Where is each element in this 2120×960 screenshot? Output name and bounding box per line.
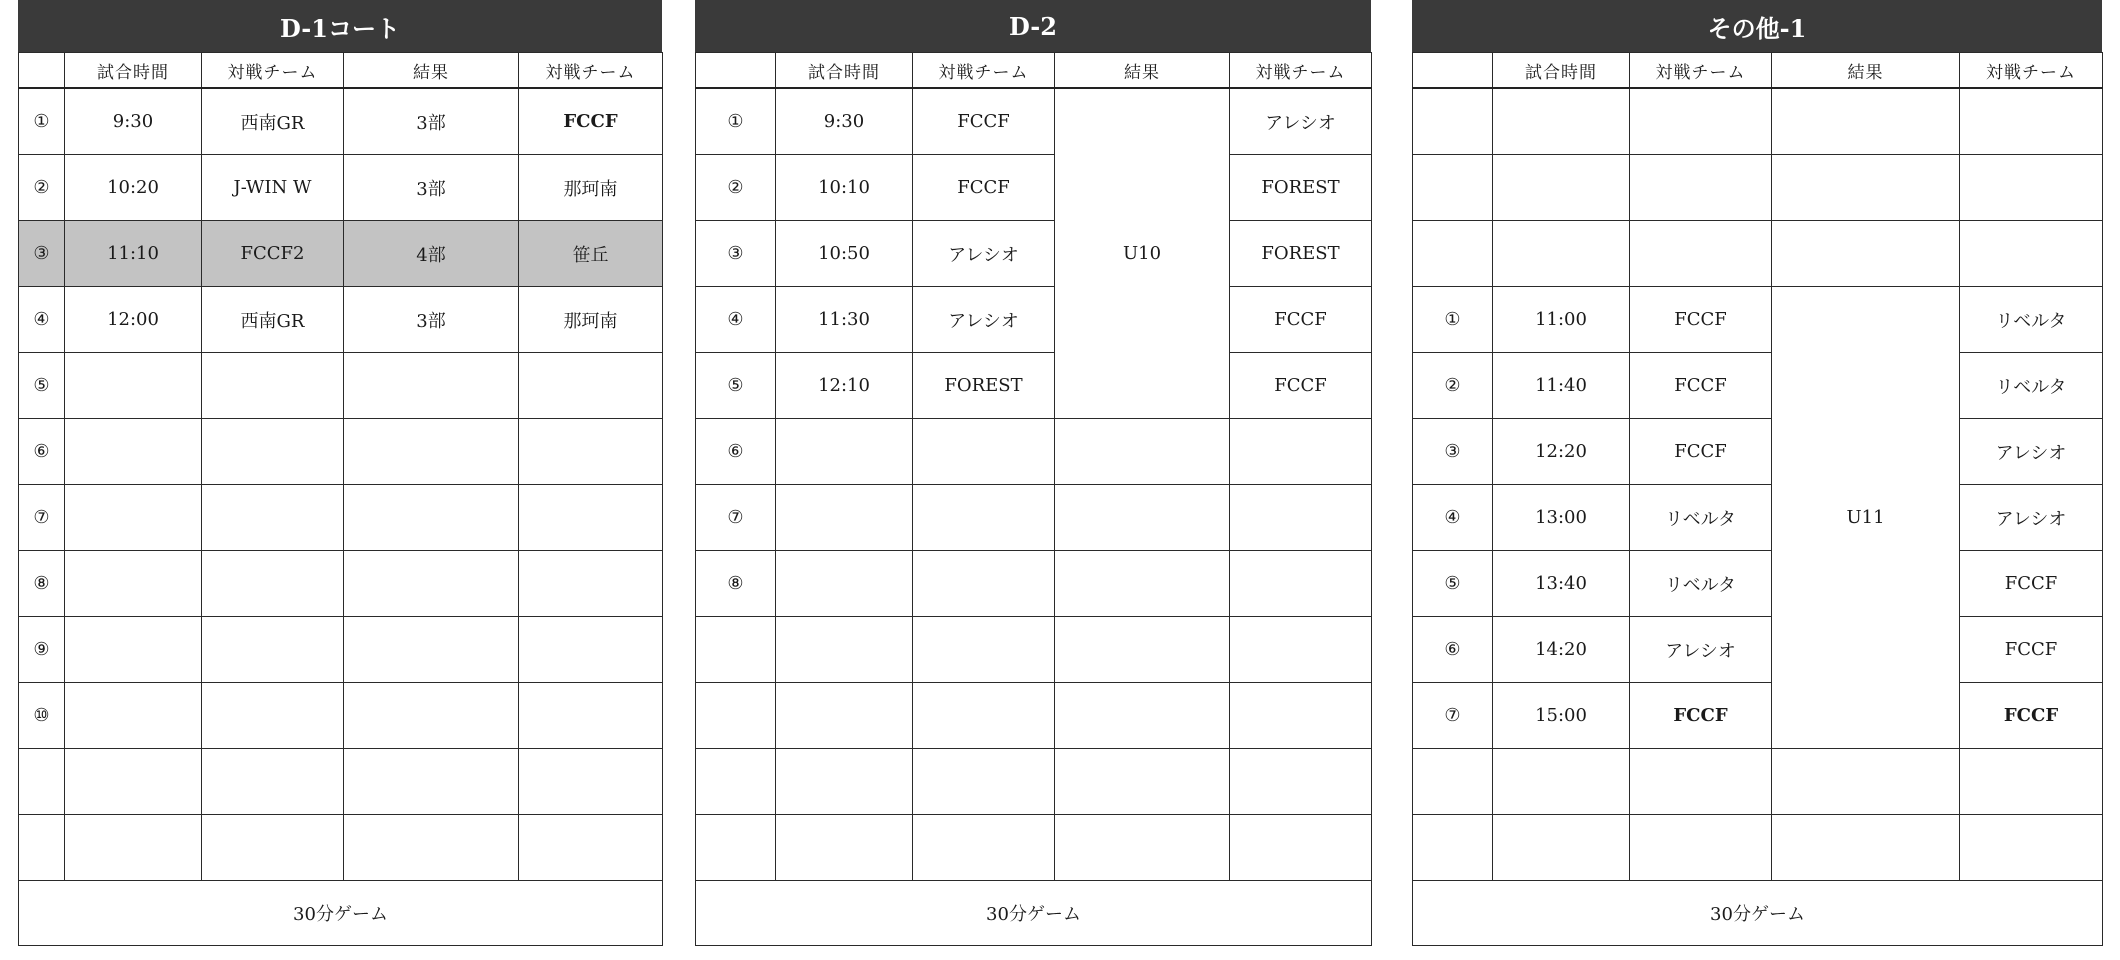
match-time: 12:10 — [776, 353, 913, 419]
match-number: ⑦ — [19, 485, 65, 551]
table-row — [1413, 683, 2103, 749]
result-cell — [1055, 485, 1230, 551]
result-cell — [344, 419, 519, 485]
header-no — [1413, 53, 1493, 89]
match-number — [696, 749, 776, 815]
opponent-cell: FOREST — [1230, 155, 1372, 221]
result-cell — [1772, 88, 1960, 155]
table-row — [19, 683, 663, 749]
header-result: 結果 — [1055, 53, 1230, 89]
team-cell: J-WIN W — [202, 155, 344, 221]
opponent-cell — [519, 485, 663, 551]
table-row — [1413, 287, 2103, 353]
table-row — [1413, 551, 2103, 617]
opponent-cell — [1960, 88, 2103, 155]
match-number — [1413, 88, 1493, 155]
match-number: ⑥ — [19, 419, 65, 485]
match-number: ⑩ — [19, 683, 65, 749]
result-cell — [1055, 419, 1230, 485]
match-time — [776, 749, 913, 815]
team-cell — [913, 617, 1055, 683]
table-row — [1413, 88, 2103, 155]
match-time: 11:10 — [65, 221, 202, 287]
match-number — [19, 815, 65, 881]
match-time: 13:00 — [1493, 485, 1630, 551]
match-time — [65, 815, 202, 881]
match-number — [1413, 815, 1493, 881]
team-cell — [202, 551, 344, 617]
opponent-cell: FCCF — [519, 88, 663, 155]
team-cell: アレシオ — [1630, 617, 1772, 683]
result-cell — [344, 815, 519, 881]
opponent-cell: FCCF — [1960, 551, 2103, 617]
opponent-cell — [1230, 485, 1372, 551]
result-cell — [1772, 221, 1960, 287]
match-number: ① — [19, 88, 65, 155]
match-number: ⑧ — [19, 551, 65, 617]
table-row — [19, 287, 663, 353]
team-cell — [202, 683, 344, 749]
table-row — [19, 155, 663, 221]
header-opponent: 対戦チーム — [1960, 53, 2103, 89]
header-match-time: 試合時間 — [65, 53, 202, 89]
team-cell — [913, 683, 1055, 749]
header-opponent: 対戦チーム — [519, 53, 663, 89]
team-cell — [1630, 749, 1772, 815]
opponent-cell — [1230, 815, 1372, 881]
match-time — [65, 485, 202, 551]
opponent-cell: 那珂南 — [519, 287, 663, 353]
footer-row — [696, 881, 1372, 946]
schedule-table — [1412, 52, 2103, 946]
opponent-cell: リベルタ — [1960, 353, 2103, 419]
match-number: ③ — [696, 221, 776, 287]
match-time: 10:10 — [776, 155, 913, 221]
match-time: 11:00 — [1493, 287, 1630, 353]
match-number — [1413, 749, 1493, 815]
schedule-panel — [695, 0, 1371, 946]
opponent-cell — [1230, 683, 1372, 749]
match-time — [1493, 155, 1630, 221]
schedule-table — [695, 52, 1372, 946]
opponent-cell: 笹丘 — [519, 221, 663, 287]
opponent-cell: アレシオ — [1960, 419, 2103, 485]
match-number: ⑤ — [696, 353, 776, 419]
opponent-cell — [1960, 749, 2103, 815]
opponent-cell — [1960, 155, 2103, 221]
team-cell — [202, 749, 344, 815]
header-team: 対戦チーム — [1630, 53, 1772, 89]
opponent-cell — [1230, 749, 1372, 815]
table-row — [1413, 485, 2103, 551]
result-cell — [344, 551, 519, 617]
opponent-cell — [1230, 551, 1372, 617]
table-row — [696, 617, 1372, 683]
match-number: ⑦ — [1413, 683, 1493, 749]
result-cell — [344, 683, 519, 749]
match-time: 10:50 — [776, 221, 913, 287]
team-cell — [1630, 221, 1772, 287]
match-number: ⑥ — [1413, 617, 1493, 683]
opponent-cell: FCCF — [1960, 683, 2103, 749]
result-cell — [1772, 749, 1960, 815]
result-cell — [1055, 683, 1230, 749]
team-cell — [913, 485, 1055, 551]
table-row — [696, 353, 1372, 419]
table-row — [19, 353, 663, 419]
table-row — [19, 749, 663, 815]
table-row — [19, 485, 663, 551]
result-cell: 4部 — [344, 221, 519, 287]
table-row — [696, 749, 1372, 815]
match-time — [1493, 88, 1630, 155]
result-cell: U11 — [1772, 287, 1960, 749]
match-time: 9:30 — [65, 88, 202, 155]
panel-title: D-2 — [695, 0, 1371, 52]
team-cell: FCCF — [1630, 683, 1772, 749]
match-number: ④ — [19, 287, 65, 353]
table-row — [696, 155, 1372, 221]
header-match-time: 試合時間 — [776, 53, 913, 89]
team-cell — [913, 815, 1055, 881]
opponent-cell: アレシオ — [1960, 485, 2103, 551]
match-time — [776, 485, 913, 551]
match-number: ② — [696, 155, 776, 221]
team-cell — [1630, 155, 1772, 221]
opponent-cell — [1230, 419, 1372, 485]
team-cell: FCCF — [1630, 353, 1772, 419]
result-cell: U10 — [1055, 88, 1230, 419]
match-time: 14:20 — [1493, 617, 1630, 683]
opponent-cell: FOREST — [1230, 221, 1372, 287]
match-number — [696, 617, 776, 683]
team-cell: FCCF — [913, 155, 1055, 221]
table-row — [1413, 617, 2103, 683]
table-row — [696, 485, 1372, 551]
header-row — [696, 53, 1372, 89]
header-no — [19, 53, 65, 89]
opponent-cell — [519, 815, 663, 881]
match-number — [1413, 155, 1493, 221]
match-time — [1493, 221, 1630, 287]
opponent-cell: FCCF — [1230, 287, 1372, 353]
match-number: ⑧ — [696, 551, 776, 617]
match-number — [19, 749, 65, 815]
match-number: ⑤ — [1413, 551, 1493, 617]
table-row — [696, 683, 1372, 749]
opponent-cell — [1230, 617, 1372, 683]
opponent-cell — [519, 353, 663, 419]
panel-title: その他-1 — [1412, 0, 2102, 52]
team-cell — [1630, 88, 1772, 155]
opponent-cell: FCCF — [1960, 617, 2103, 683]
match-number: ⑥ — [696, 419, 776, 485]
team-cell: FCCF — [913, 88, 1055, 155]
table-row — [1413, 749, 2103, 815]
match-number — [696, 815, 776, 881]
team-cell: リベルタ — [1630, 485, 1772, 551]
match-time — [776, 419, 913, 485]
table-row — [19, 419, 663, 485]
team-cell: FCCF — [1630, 287, 1772, 353]
team-cell — [202, 419, 344, 485]
match-time: 11:40 — [1493, 353, 1630, 419]
team-cell: アレシオ — [913, 287, 1055, 353]
header-team: 対戦チーム — [913, 53, 1055, 89]
match-number: ⑨ — [19, 617, 65, 683]
team-cell: アレシオ — [913, 221, 1055, 287]
opponent-cell — [519, 749, 663, 815]
match-number: ⑦ — [696, 485, 776, 551]
result-cell: 3部 — [344, 287, 519, 353]
table-row — [19, 551, 663, 617]
schedule-panel — [18, 0, 662, 946]
match-time — [65, 749, 202, 815]
team-cell — [1630, 815, 1772, 881]
header-row — [19, 53, 663, 89]
header-no — [696, 53, 776, 89]
team-cell: 西南GR — [202, 287, 344, 353]
table-row — [1413, 155, 2103, 221]
header-team: 対戦チーム — [202, 53, 344, 89]
opponent-cell — [519, 419, 663, 485]
schedule-table — [18, 52, 663, 946]
header-row — [1413, 53, 2103, 89]
header-result: 結果 — [1772, 53, 1960, 89]
result-cell — [344, 749, 519, 815]
table-row — [19, 221, 663, 287]
header-result: 結果 — [344, 53, 519, 89]
table-row — [696, 221, 1372, 287]
table-row — [19, 88, 663, 155]
opponent-cell: FCCF — [1230, 353, 1372, 419]
match-time — [776, 683, 913, 749]
table-row — [1413, 353, 2103, 419]
schedule-panel — [1412, 0, 2102, 946]
team-cell: FCCF2 — [202, 221, 344, 287]
table-row — [19, 815, 663, 881]
team-cell: FOREST — [913, 353, 1055, 419]
match-number — [696, 683, 776, 749]
match-number: ③ — [19, 221, 65, 287]
result-cell — [344, 485, 519, 551]
table-row — [696, 419, 1372, 485]
table-row — [1413, 815, 2103, 881]
table-row — [696, 551, 1372, 617]
match-time — [65, 683, 202, 749]
table-row — [696, 88, 1372, 155]
opponent-cell — [519, 551, 663, 617]
team-cell: 西南GR — [202, 88, 344, 155]
result-cell: 3部 — [344, 88, 519, 155]
match-time — [65, 353, 202, 419]
opponent-cell — [1960, 815, 2103, 881]
team-cell — [913, 419, 1055, 485]
match-time: 12:20 — [1493, 419, 1630, 485]
panel-title: D-1コート — [18, 0, 662, 52]
team-cell — [202, 815, 344, 881]
match-number: ⑤ — [19, 353, 65, 419]
match-number: ③ — [1413, 419, 1493, 485]
team-cell: FCCF — [1630, 419, 1772, 485]
result-cell — [1772, 815, 1960, 881]
match-time — [65, 419, 202, 485]
table-row — [1413, 221, 2103, 287]
result-cell — [344, 617, 519, 683]
result-cell — [1055, 617, 1230, 683]
header-match-time: 試合時間 — [1493, 53, 1630, 89]
match-time: 15:00 — [1493, 683, 1630, 749]
match-time — [776, 551, 913, 617]
match-time — [776, 815, 913, 881]
game-duration-note: 30分ゲーム — [1413, 881, 2103, 946]
match-number: ② — [19, 155, 65, 221]
match-time: 10:20 — [65, 155, 202, 221]
match-time: 9:30 — [776, 88, 913, 155]
opponent-cell — [519, 683, 663, 749]
match-number: ② — [1413, 353, 1493, 419]
header-opponent: 対戦チーム — [1230, 53, 1372, 89]
opponent-cell — [1960, 221, 2103, 287]
match-number: ① — [1413, 287, 1493, 353]
result-cell — [1055, 551, 1230, 617]
table-row — [696, 287, 1372, 353]
result-cell — [1055, 815, 1230, 881]
opponent-cell: リベルタ — [1960, 287, 2103, 353]
table-row — [1413, 419, 2103, 485]
result-cell: 3部 — [344, 155, 519, 221]
table-row — [19, 617, 663, 683]
footer-row — [1413, 881, 2103, 946]
match-time — [65, 551, 202, 617]
match-time: 12:00 — [65, 287, 202, 353]
opponent-cell: アレシオ — [1230, 88, 1372, 155]
result-cell — [344, 353, 519, 419]
match-time — [65, 617, 202, 683]
table-row — [696, 815, 1372, 881]
game-duration-note: 30分ゲーム — [696, 881, 1372, 946]
match-number: ④ — [1413, 485, 1493, 551]
match-time — [1493, 815, 1630, 881]
result-cell — [1772, 155, 1960, 221]
match-time: 11:30 — [776, 287, 913, 353]
team-cell: リベルタ — [1630, 551, 1772, 617]
result-cell — [1055, 749, 1230, 815]
team-cell — [913, 749, 1055, 815]
game-duration-note: 30分ゲーム — [19, 881, 663, 946]
team-cell — [202, 617, 344, 683]
match-time — [1493, 749, 1630, 815]
team-cell — [202, 353, 344, 419]
opponent-cell: 那珂南 — [519, 155, 663, 221]
match-number: ④ — [696, 287, 776, 353]
footer-row — [19, 881, 663, 946]
opponent-cell — [519, 617, 663, 683]
match-number — [1413, 221, 1493, 287]
team-cell — [202, 485, 344, 551]
match-time: 13:40 — [1493, 551, 1630, 617]
match-time — [776, 617, 913, 683]
match-number: ① — [696, 88, 776, 155]
team-cell — [913, 551, 1055, 617]
